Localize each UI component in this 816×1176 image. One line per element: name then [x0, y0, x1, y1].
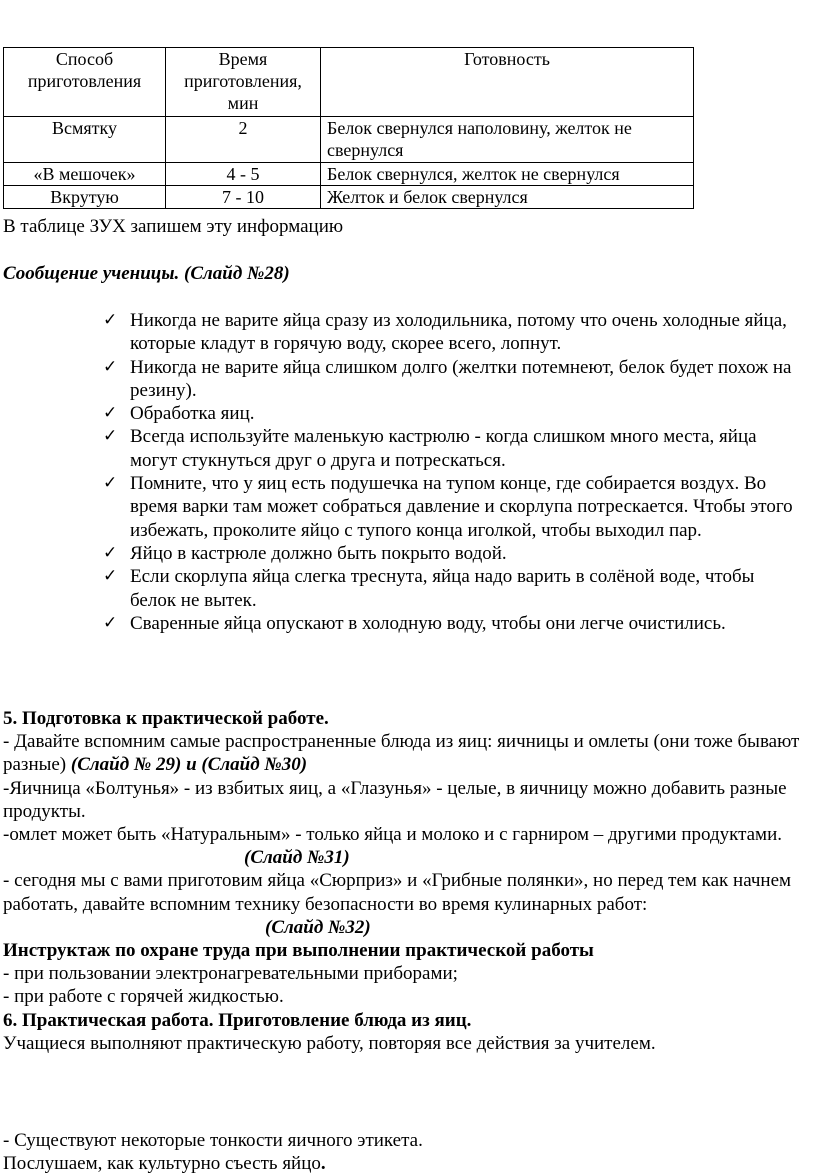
etiquette-line: Послушаем, как культурно съесть яйцо.: [3, 1153, 326, 1174]
after-table-note: В таблице ЗУХ запишем эту информацию: [3, 216, 344, 237]
safety-heading: Инструктаж по охране труда при выполнении практической работы: [3, 940, 594, 962]
section-5-heading: 5. Подготовка к практической работе.: [3, 708, 329, 729]
cell-result: Белок свернулся, желток не свернулся: [321, 163, 694, 186]
section-5-paragraph: - Давайте вспомним самые распространенные блюда из яиц: яичницы и омлеты (они тоже бывают разные) (Слайд № 29) и (Слайд №30): [3, 731, 800, 776]
cell-result: Белок свернулся наполовину, желток не свернулся: [321, 117, 694, 163]
section-5: [3, 707, 813, 1055]
section-5-paragraph: -омлет может быть «Натуральным» - только яйца и молоко и с гарниром – другими продуктами.: [3, 824, 782, 846]
list-item: ✓ Обработка яиц.: [103, 403, 255, 425]
checkmark-icon: ✓: [103, 426, 118, 447]
checkmark-icon: ✓: [103, 310, 118, 330]
checkmark-icon: ✓: [103, 403, 118, 424]
header-time: Время приготовления, мин: [166, 48, 321, 117]
tips-list: [103, 309, 803, 635]
list-item: ✓ Никогда не варите яйца сразу из холодильника, потому что очень холодные яйца, которые кладут в горячую воду, скорее всего, лопнут.: [103, 310, 787, 355]
checkmark-icon: ✓: [103, 612, 118, 633]
section-5-paragraph: - сегодня мы с вами приготовим яйца «Сюрприз» и «Грибные полянки», но перед тем как начнем работать, давайте вспомним технику безопасности во время кулинарных работ:: [3, 870, 792, 915]
safety-item: - при работе с горячей жидкостью.: [3, 986, 284, 1008]
header-result: Готовность: [321, 48, 694, 117]
list-item: ✓ Никогда не варите яйца слишком долго (желтки потемнеют, белок будет похож на резину).: [103, 356, 792, 401]
cell-result: Желток и белок свернулся: [321, 186, 694, 209]
table-row: [4, 163, 694, 186]
checkmark-icon: ✓: [103, 356, 118, 377]
cell-method: Всмятку: [4, 117, 166, 163]
checkmark-icon: ✓: [103, 542, 118, 563]
section-6-paragraph: Учащиеся выполняют практическую работу, повторяя все действия за учителем.: [3, 1032, 656, 1054]
slide-reference: (Слайд № 29) и (Слайд №30): [70, 754, 308, 776]
list-item: ✓ Помните, что у яиц есть подушечка на тупом конце, где собирается воздух. Во время варки там может собраться давление и скорлупа потрескается. Чтобы этого избежать, проколите яйцо с тупого конца иголкой, чтобы выходил пар.: [103, 473, 793, 541]
list-item: ✓ Сваренные яйца опускают в холодную воду, чтобы они легче очистились.: [103, 612, 726, 634]
message-heading: Сообщение ученицы. (Слайд №28): [3, 263, 290, 284]
section-6-heading: 6. Практическая работа. Приготовление блюда из яиц.: [3, 1009, 472, 1031]
cell-time: 4 - 5: [166, 163, 321, 186]
checkmark-icon: ✓: [103, 566, 118, 587]
safety-item: - при пользовании электронагревательными приборами;: [3, 963, 458, 985]
cooking-table: [3, 47, 694, 209]
cell-time: 2: [166, 117, 321, 163]
etiquette-line: - Существуют некоторые тонкости яичного этикета.: [3, 1130, 423, 1151]
table-row: [4, 186, 694, 209]
list-item: ✓ Всегда используйте маленькую кастрюлю - когда слишком много места, яйца могут стукнуться друг о друга и потрескаться.: [103, 426, 757, 471]
cell-time: 7 - 10: [166, 186, 321, 209]
cell-method: «В мешочек»: [4, 163, 166, 186]
checkmark-icon: ✓: [103, 473, 118, 494]
header-method: Способ приготовления: [4, 48, 166, 117]
list-item: ✓ Яйцо в кастрюле должно быть покрыто водой.: [103, 542, 507, 564]
slide-reference: (Слайд №31): [244, 847, 350, 869]
slide-reference: (Слайд №32): [265, 916, 371, 938]
list-item: ✓ Если скорлупа яйца слегка треснута, яйца надо варить в солёной воде, чтобы белок не вытек.: [103, 566, 755, 611]
table-header-row: [4, 48, 694, 117]
table-row: [4, 117, 694, 163]
section-5-paragraph: -Яичница «Болтунья» - из взбитых яиц, а «Глазунья» - целые, в яичницу можно добавить разные продукты.: [3, 777, 787, 822]
cell-method: Вкрутую: [4, 186, 166, 209]
